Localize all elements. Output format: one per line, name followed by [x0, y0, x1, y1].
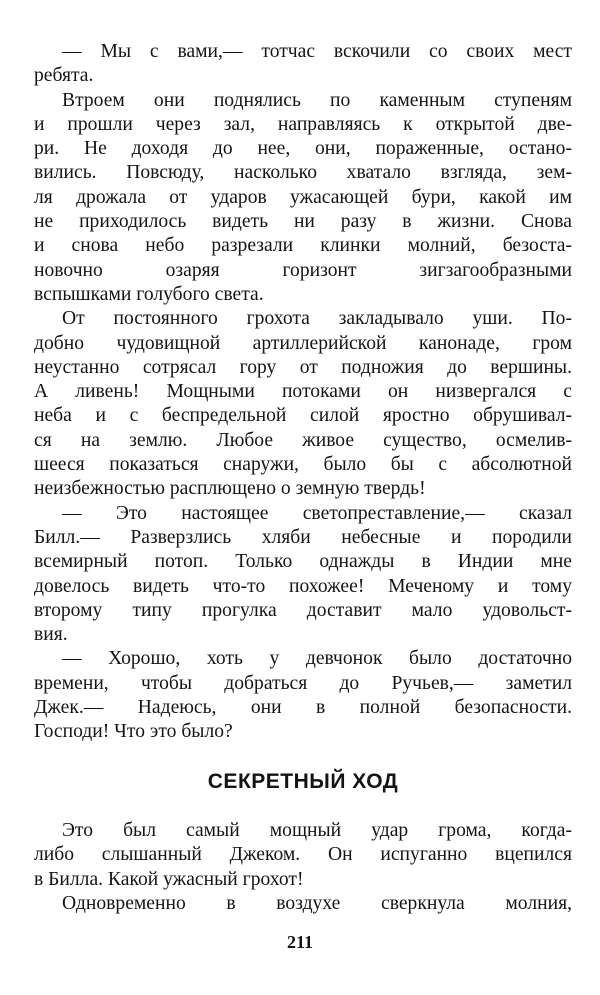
text-line: в Билла. Какой ужасный грохот!	[34, 868, 304, 890]
text-line: второму типу прогулка доставит мало удовольст-	[34, 599, 572, 621]
text-line: — Мы с вами,— тотчас вскочили со своих мест	[62, 41, 572, 62]
paragraph	[34, 819, 572, 892]
text-line: Господи! Что это было?	[34, 721, 233, 743]
text-line: вия.	[34, 624, 68, 646]
paragraph	[34, 89, 572, 308]
text-line: не приходилось видеть ни разу в жизни. Снова	[34, 211, 572, 233]
text-line: вились. Повсюду, насколько хватало взгляда, зем-	[34, 162, 572, 184]
paragraph	[34, 647, 572, 744]
text-line: новочно озаряя горизонт зигзагообразными	[34, 259, 572, 281]
text-line: — Это настоящее светопреставление,— сказал	[62, 502, 572, 524]
text-line: А ливень! Мощными потоками он низвергался с	[34, 381, 572, 403]
page-body	[34, 40, 572, 914]
text-line: Это был самый мощный удар грома, когда-	[62, 820, 572, 841]
text-line: неустанно сотрясал гору от подножия до вершины.	[34, 356, 572, 378]
text-line: Билл.— Разверзлись хляби небесные и породили	[34, 526, 572, 548]
text-line: ребята.	[34, 65, 94, 87]
section-text	[34, 819, 572, 916]
text-line: шееся показаться снаружи, было бы с абсолютной	[34, 454, 572, 476]
paragraph	[34, 307, 572, 501]
text-line: ля дрожала от ударов ужасающей бури, какой им	[34, 186, 572, 208]
text-line: и прошли через зал, направляясь к открытой две-	[34, 113, 572, 135]
page-number: 211	[286, 932, 313, 952]
paragraph	[34, 502, 572, 648]
main-text	[34, 40, 572, 745]
text-line: От постоянного грохота закладывало уши. По-	[62, 308, 572, 330]
text-line: вспышками голубого света.	[34, 283, 264, 305]
paragraph	[34, 892, 572, 916]
section-heading: СЕКРЕТНЫЙ ХОД	[207, 770, 399, 793]
text-line: добно чудовищной артиллерийской канонаде, гром	[34, 332, 572, 354]
text-line: довелось видеть что-то похожее! Меченому и тому	[34, 575, 572, 597]
text-line: — Хорошо, хоть у девчонок было достаточно	[62, 648, 572, 670]
text-line: времени, чтобы добраться до Ручьев,— заметил	[34, 672, 572, 694]
text-line: ся на землю. Любое живое существо, осмелив-	[34, 429, 572, 451]
text-line: ри. Не доходя до нее, они, пораженные, остано-	[34, 138, 572, 160]
text-line: всемирный потоп. Только однажды в Индии мне	[34, 551, 572, 573]
paragraph	[34, 40, 572, 89]
text-line: неизбежностью расплющено о земную твердь!	[34, 478, 426, 500]
text-line: Одновременно в воздухе сверкнула молния,	[62, 892, 572, 914]
text-line: либо слышанный Джеком. Он испуганно вцепился	[34, 844, 572, 866]
text-line: неба и с беспредельной силой яростно обрушивал-	[34, 405, 572, 427]
text-line: Втроем они поднялись по каменным ступеням	[62, 89, 572, 111]
text-line: Джек.— Надеюсь, они в полной безопасности.	[34, 697, 572, 719]
text-line: и снова небо разрезали клинки молний, безоста-	[34, 235, 572, 257]
